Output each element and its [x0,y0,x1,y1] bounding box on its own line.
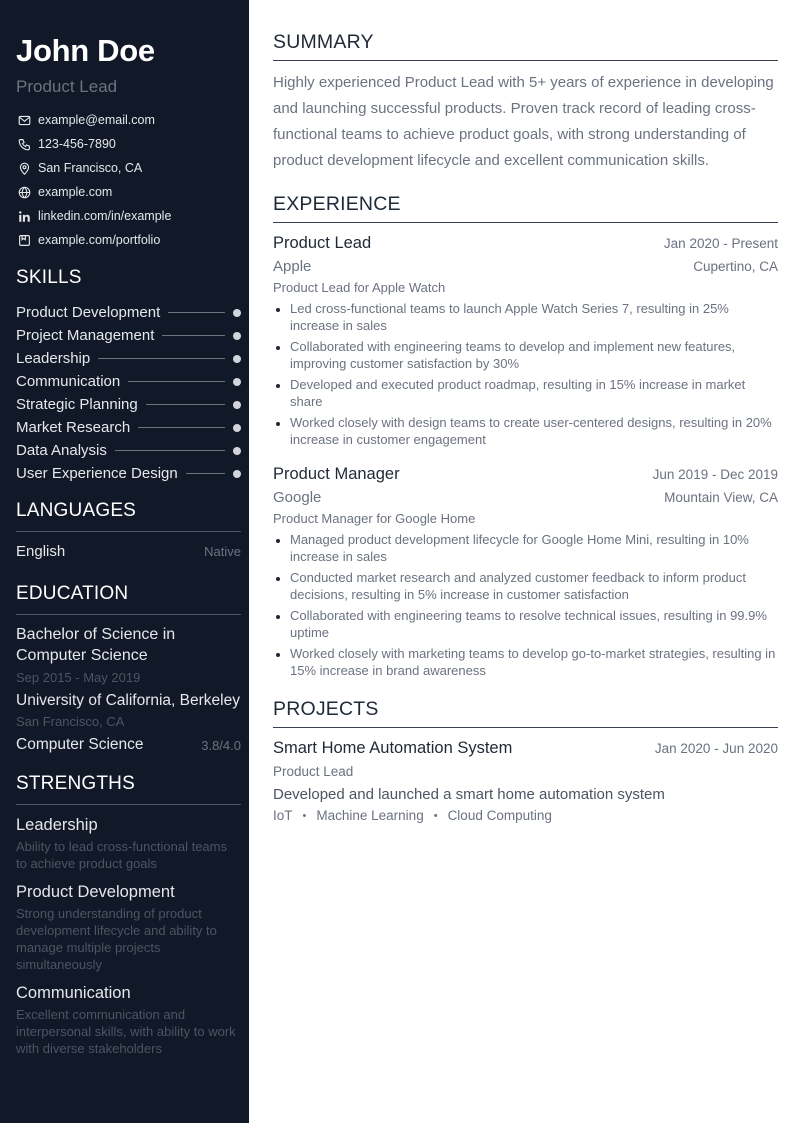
skill-item [16,462,241,485]
project-description: Developed and launched a smart home automation system [273,786,665,803]
education-degree: Bachelor of Science in Computer Science [16,626,176,664]
languages-heading: LANGUAGES [16,499,241,532]
skill-level-dot [233,470,241,478]
skill-item [16,439,241,462]
skill-label: User Experience Design [16,465,178,482]
projects-heading: PROJECTS [273,697,778,728]
skill-item [16,393,241,416]
skill-item [16,416,241,439]
strengths-heading: STRENGTHS [16,772,241,805]
contact-phone-text: 123-456-7890 [38,137,116,151]
experience-heading: EXPERIENCE [273,192,778,223]
summary-section [273,30,778,174]
strength-item [16,982,241,1057]
skill-level-dot [233,355,241,363]
contact-location-text: San Francisco, CA [38,161,143,175]
education-gpa: 3.8/4.0 [201,737,241,753]
skill-label: Communication [16,373,121,390]
job-bullet: Worked closely with design teams to create user-centered designs, resulting in 20% increase in customer engagement [273,414,778,448]
skill-label: Project Management [16,327,155,344]
skill-label: Product Development [16,304,161,321]
job-location: Cupertino, CA [693,259,778,274]
sidebar [0,0,249,1123]
strength-name: Product Development [16,883,175,901]
project-role: Product Lead [273,764,354,779]
skill-level-dot [233,447,241,455]
skill-divider [138,427,225,428]
job-bullet: Worked closely with marketing teams to develop go-to-market strategies, resulting in 15% increase in brand awareness [273,645,778,679]
contact-website[interactable] [16,180,241,204]
skill-divider [98,358,225,359]
strength-item [16,881,241,973]
job-entry [273,464,778,679]
skill-divider [162,335,225,336]
job-subtitle: Product Manager for Google Home [273,511,476,526]
skill-label: Leadership [16,350,91,367]
skill-label: Data Analysis [16,442,107,459]
map-pin-icon [16,160,32,176]
contact-phone[interactable] [16,132,241,156]
job-company: Google [273,489,322,506]
contact-portfolio[interactable] [16,228,241,252]
skill-item [16,324,241,347]
job-title: Product Manager [273,465,400,483]
candidate-name: John Doe [16,33,155,68]
job-bullet: Led cross-functional teams to launch Apple Watch Series 7, resulting in 25% increase in sales [273,300,778,334]
language-name: English [16,542,66,560]
project-keyword: IoT [273,808,293,823]
skill-divider [168,312,225,313]
strength-description: Strong understanding of product development lifecycle and ability to manage multiple projects simultaneously [16,906,217,972]
skills-heading: SKILLS [16,267,82,288]
job-bullets [273,300,778,448]
strength-item [16,814,241,872]
language-item [16,542,241,560]
job-company: Apple [273,258,312,275]
education-area: Computer Science [16,736,144,753]
bullet-separator-icon: • [302,809,307,822]
skill-item [16,370,241,393]
strength-name: Leadership [16,816,98,834]
contact-portfolio-text: example.com/portfolio [38,233,161,247]
mail-icon [16,112,32,128]
job-location: Mountain View, CA [664,490,778,505]
project-keyword: Cloud Computing [447,808,552,823]
education-area-row [16,736,241,754]
bullet-separator-icon: • [433,809,438,822]
main-content [249,0,794,1123]
education-dates: Sep 2015 - May 2019 [16,670,141,685]
portfolio-icon [16,232,32,248]
project-dates: Jan 2020 - Jun 2020 [654,741,778,756]
skill-item [16,301,241,324]
skill-item [16,347,241,370]
job-bullets [273,531,778,679]
job-bullet: Developed and executed product roadmap, resulting in 15% increase in market share [273,376,778,410]
contact-email-text: example@email.com [38,113,155,127]
skill-level-dot [233,424,241,432]
education-location: San Francisco, CA [16,714,125,729]
skill-divider [186,473,225,474]
project-entry [273,738,778,823]
skill-label: Strategic Planning [16,396,138,413]
contact-website-text: example.com [38,185,113,199]
education-heading: EDUCATION [16,582,241,615]
project-keywords [273,808,778,823]
contact-linkedin[interactable] [16,204,241,228]
skill-divider [146,404,225,405]
contact-email[interactable] [16,108,241,132]
globe-icon [16,184,32,200]
skills-list [16,301,241,485]
job-bullet: Managed product development lifecycle for Google Home Mini, resulting in 10% increase in sales [273,531,778,565]
job-subtitle: Product Lead for Apple Watch [273,280,446,295]
contact-list [16,108,241,252]
projects-section [273,697,778,823]
strength-description: Excellent communication and interpersonal skills, with ability to work with diverse stakeholders [16,1007,236,1056]
job-title: Product Lead [273,234,372,252]
job-dates: Jan 2020 - Present [663,236,778,251]
candidate-title: Product Lead [16,77,118,96]
summary-heading: SUMMARY [273,30,778,61]
strength-name: Communication [16,984,131,1002]
experience-section [273,192,778,679]
job-bullet: Conducted market research and analyzed customer feedback to inform product decisions, resulting in 5% increase in customer satisfaction [273,569,778,603]
strength-description: Ability to lead cross-functional teams to achieve product goals [16,839,227,871]
job-entry [273,233,778,448]
skill-label: Market Research [16,419,131,436]
job-dates: Jun 2019 - Dec 2019 [652,467,778,482]
skill-divider [115,450,225,451]
job-bullet: Collaborated with engineering teams to resolve technical issues, resulting in 99.9% uptime [273,607,778,641]
project-keyword: Machine Learning [316,808,424,823]
skill-divider [128,381,225,382]
contact-location [16,156,241,180]
skill-level-dot [233,332,241,340]
linkedin-icon [16,208,32,224]
phone-icon [16,136,32,152]
project-name: Smart Home Automation System [273,739,513,757]
skill-level-dot [233,378,241,386]
job-bullet: Collaborated with engineering teams to develop and implement new features, improving customer satisfaction by 30% [273,338,778,372]
skill-level-dot [233,309,241,317]
contact-linkedin-text: linkedin.com/in/example [38,209,172,223]
summary-text: Highly experienced Product Lead with 5+ years of experience in developing and launching successful products. Proven track record of leading cross-functional teams to achieve product goals, with strong understanding of product development lifecycle and excellent communication skills. [273,74,774,169]
language-level: Native [204,543,241,559]
education-school: University of California, Berkeley [16,692,240,709]
skill-level-dot [233,401,241,409]
